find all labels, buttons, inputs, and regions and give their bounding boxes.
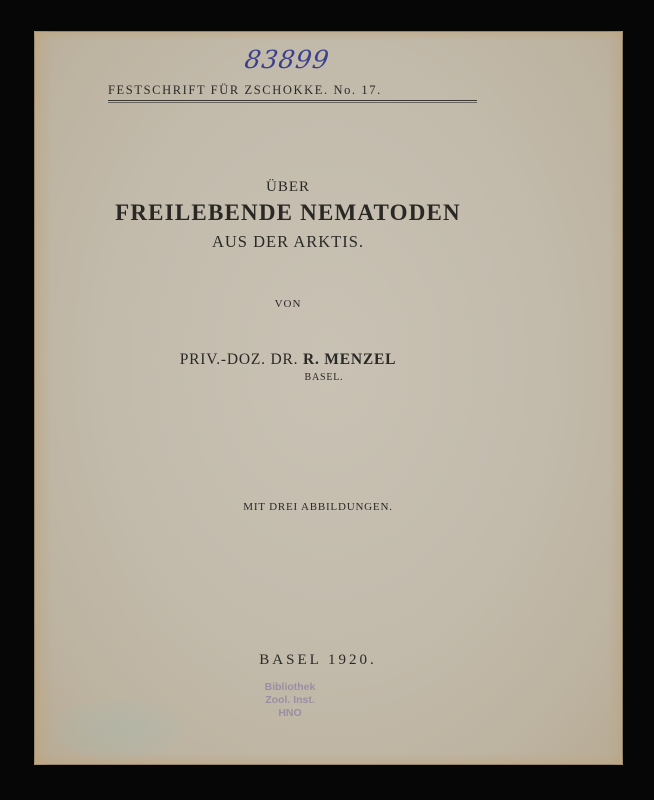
title-main: FREILEBENDE NEMATODEN — [115, 200, 461, 225]
cover-page — [34, 31, 623, 765]
author-line — [34, 351, 542, 369]
author-name: R. MENZEL — [302, 351, 397, 368]
library-stamp — [244, 681, 336, 720]
series-rule-thick — [108, 100, 477, 101]
author-prefix: PRIV.-DOZ. DR. — [179, 351, 303, 368]
stamp-line-2: Zool. Inst. — [265, 694, 315, 706]
title-suffix: AUS DER ARKTIS. — [211, 232, 365, 251]
title-prefix: ÜBER — [265, 179, 310, 195]
author-city: BASEL. — [304, 372, 344, 383]
byline-von: VON — [274, 298, 302, 310]
series-rule-thin — [108, 102, 477, 103]
imprint: BASEL 1920. — [259, 652, 377, 668]
handwritten-catalog-number: 83899 — [242, 45, 332, 74]
illustrations-note: MIT DREI ABBILDUNGEN. — [243, 501, 393, 513]
stamp-line-1: Bibliothek — [264, 681, 316, 693]
stamp-line-3: HNO — [278, 707, 302, 719]
paper-edge-right — [609, 31, 623, 765]
paper-stain — [54, 699, 184, 759]
series-title: FESTSCHRIFT FÜR ZSCHOKKE. No. 17. — [108, 83, 382, 97]
paper-edge-top — [34, 31, 623, 41]
